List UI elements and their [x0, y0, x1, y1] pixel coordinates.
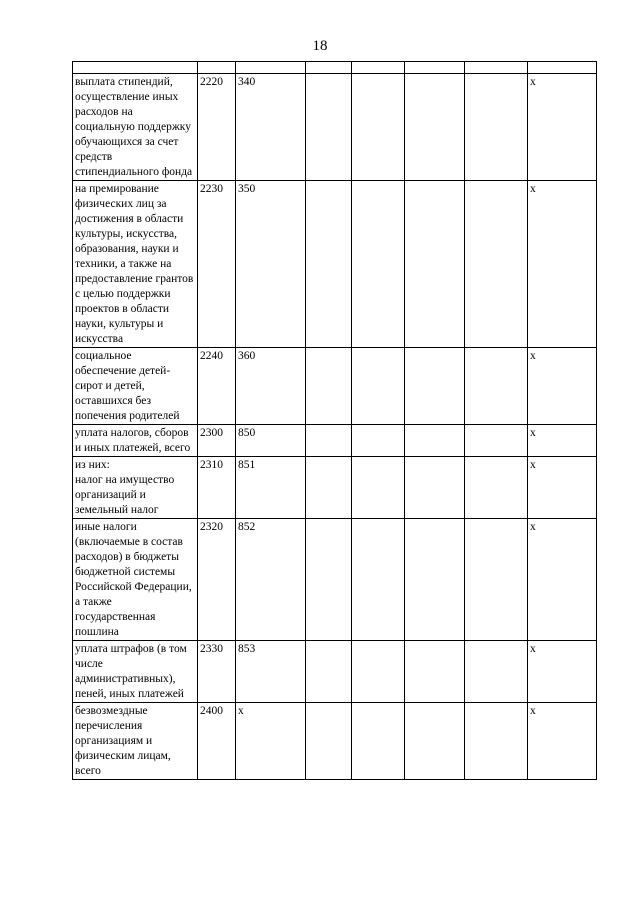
row-value-cell [465, 519, 528, 641]
row-value-cell [352, 519, 405, 641]
row-name-cell: уплата штрафов (в том числе административных), пеней, иных платежей [73, 641, 198, 703]
row-value-cell [352, 703, 405, 780]
table-row [73, 703, 597, 780]
row-value-cell [405, 425, 465, 457]
row-kbk-cell: x [236, 703, 306, 780]
row-value-cell [465, 74, 528, 181]
row-name-cell: из них: налог на имущество организаций и земельный налог [73, 457, 198, 519]
row-kbk-cell: 340 [236, 74, 306, 181]
row-name-cell: выплата стипендий, осуществление иных расходов на социальную поддержку обучающихся за счет средств стипендиального фонда [73, 74, 198, 181]
header-cell [465, 62, 528, 74]
row-value-cell [405, 519, 465, 641]
row-code-cell: 2310 [198, 457, 236, 519]
row-x-cell: x [528, 641, 597, 703]
header-cell [528, 62, 597, 74]
header-cell [405, 62, 465, 74]
row-code-cell: 2320 [198, 519, 236, 641]
row-value-cell [306, 425, 352, 457]
row-value-cell [352, 641, 405, 703]
row-value-cell [405, 703, 465, 780]
row-code-cell: 2300 [198, 425, 236, 457]
row-value-cell [306, 181, 352, 348]
row-value-cell [352, 348, 405, 425]
row-value-cell [465, 425, 528, 457]
row-value-cell [306, 703, 352, 780]
row-code-cell: 2400 [198, 703, 236, 780]
row-value-cell [465, 181, 528, 348]
table-header-row [73, 62, 597, 74]
row-value-cell [465, 457, 528, 519]
row-kbk-cell: 852 [236, 519, 306, 641]
row-value-cell [465, 348, 528, 425]
row-x-cell: x [528, 519, 597, 641]
page-number: 18 [312, 38, 328, 54]
header-cell [236, 62, 306, 74]
table-row [73, 641, 597, 703]
row-value-cell [405, 348, 465, 425]
table-row [73, 74, 597, 181]
row-x-cell: x [528, 181, 597, 348]
table-row [73, 348, 597, 425]
table-row [73, 457, 597, 519]
row-kbk-cell: 853 [236, 641, 306, 703]
row-kbk-cell: 360 [236, 348, 306, 425]
row-value-cell [352, 457, 405, 519]
row-name-cell: уплата налогов, сборов и иных платежей, всего [73, 425, 198, 457]
row-value-cell [352, 425, 405, 457]
row-value-cell [306, 457, 352, 519]
row-kbk-cell: 850 [236, 425, 306, 457]
table-row [73, 425, 597, 457]
row-value-cell [352, 74, 405, 181]
header-cell [352, 62, 405, 74]
table-row [73, 519, 597, 641]
row-name-cell: безвозмездные перечисления организациям и физическим лицам, всего [73, 703, 198, 780]
row-x-cell: x [528, 74, 597, 181]
row-x-cell: x [528, 457, 597, 519]
row-x-cell: x [528, 703, 597, 780]
row-value-cell [306, 519, 352, 641]
row-value-cell [405, 641, 465, 703]
row-value-cell [465, 703, 528, 780]
row-value-cell [306, 348, 352, 425]
row-value-cell [405, 181, 465, 348]
header-cell [306, 62, 352, 74]
row-value-cell [465, 641, 528, 703]
row-value-cell [352, 181, 405, 348]
row-code-cell: 2240 [198, 348, 236, 425]
budget-table [72, 61, 597, 780]
header-cell [73, 62, 198, 74]
row-x-cell: x [528, 425, 597, 457]
row-name-cell: на премирование физических лиц за достижения в области культуры, искусства, образования, науки и техники, а также на предоставление грантов с целью поддержки проектов в области науки, культуры и искусства [73, 181, 198, 348]
row-kbk-cell: 350 [236, 181, 306, 348]
row-code-cell: 2230 [198, 181, 236, 348]
row-name-cell: иные налоги (включаемые в состав расходов) в бюджеты бюджетной системы Российской Федерации, а также государственная пошлина [73, 519, 198, 641]
row-kbk-cell: 851 [236, 457, 306, 519]
row-value-cell [405, 74, 465, 181]
row-code-cell: 2330 [198, 641, 236, 703]
table-row [73, 181, 597, 348]
row-value-cell [306, 641, 352, 703]
header-cell [198, 62, 236, 74]
row-code-cell: 2220 [198, 74, 236, 181]
row-value-cell [306, 74, 352, 181]
row-name-cell: социальное обеспечение детей-сирот и детей, оставшихся без попечения родителей [73, 348, 198, 425]
row-x-cell: x [528, 348, 597, 425]
row-value-cell [405, 457, 465, 519]
